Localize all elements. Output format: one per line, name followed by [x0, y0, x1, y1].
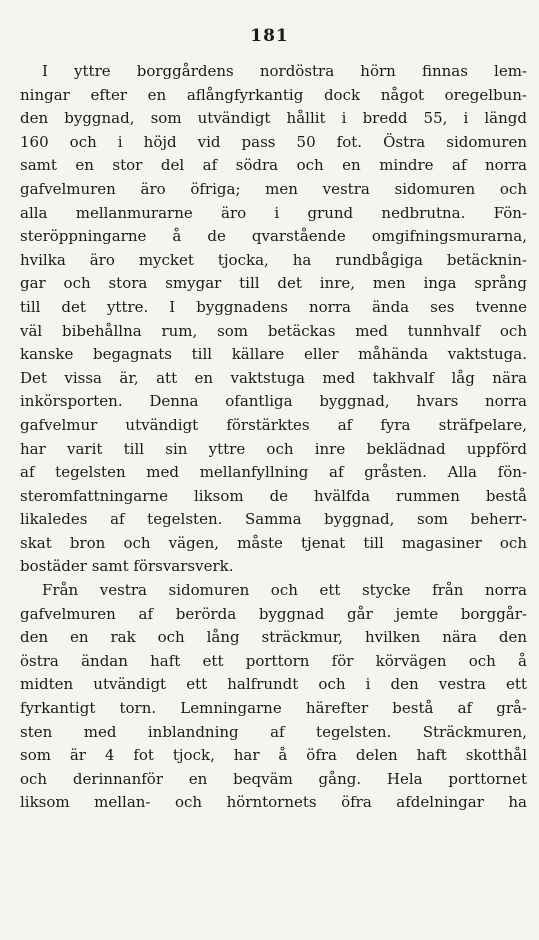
- text-line: hvilka äro mycket tjocka, ha rundbågiga betäcknin-: [20, 250, 527, 269]
- text-line: har varit till sin yttre och inre beklädnad uppförd: [20, 439, 527, 458]
- text-line: sten med inblandning af tegelsten. Sträckmuren,: [20, 722, 527, 741]
- text-line: steröppningarne å de qvarstående omgifningsmurarna,: [20, 227, 527, 246]
- text-line: till det yttre. I byggnadens norra ända ses tvenne: [20, 297, 527, 316]
- text-line: och derinnanför en beqväm gång. Hela porttornet: [20, 769, 527, 788]
- text-line: skat bron och vägen, måste tjenat till magasiner och: [20, 533, 527, 552]
- text-line: I yttre borggårdens nordöstra hörn finnas lem-: [42, 62, 527, 80]
- text-line: den byggnad, som utvändigt hållit i bredd 55, i längd: [20, 109, 527, 128]
- text-line: kanske begagnats till källare eller måhända vaktstuga.: [20, 345, 527, 364]
- text-line: liksom mellan- och hörntornets öfra afdelningar ha: [20, 793, 527, 812]
- text-line: gafvelmuren äro öfriga; men vestra sidomuren och: [20, 179, 527, 198]
- body-text: [20, 60, 527, 815]
- text-line: inkörsporten. Denna ofantliga byggnad, hvars norra: [20, 392, 527, 411]
- text-line: likaledes af tegelsten. Samma byggnad, som beherr-: [20, 510, 527, 529]
- text-line: Det vissa är, att en vaktstuga med takhvalf låg nära: [20, 368, 527, 387]
- text-line: gafvelmuren af berörda byggnad går jemte borggår-: [20, 604, 527, 623]
- text-line: gar och stora smygar till det inre, men inga språng: [20, 274, 527, 293]
- text-line: fyrkantigt torn. Lemningarne härefter bestå af grå-: [20, 699, 527, 718]
- text-line: Från vestra sidomuren och ett stycke från norra: [42, 581, 527, 600]
- text-line: östra ändan haft ett porttorn för körvägen och å: [20, 651, 527, 670]
- text-line: 160 och i höjd vid pass 50 fot. Östra sidomuren: [20, 132, 527, 151]
- text-line: midten utvändigt ett halfrundt och i den vestra ett: [20, 675, 527, 694]
- text-line: den en rak och lång sträckmur, hvilken nära den: [20, 628, 527, 647]
- text-line: som är 4 fot tjock, har å öfra delen haft skotthål: [20, 746, 527, 765]
- text-line: af tegelsten med mellanfyllning af gråsten. Alla fön-: [20, 463, 527, 482]
- text-line: gafvelmur utvändigt förstärktes af fyra sträfpelare,: [20, 415, 527, 434]
- text-line: samt en stor del af södra och en mindre af norra: [20, 156, 527, 175]
- text-line: alla mellanmurarne äro i grund nedbrutna. Fön-: [20, 203, 527, 222]
- text-line: ningar efter en aflångfyrkantig dock något oregelbun-: [20, 85, 527, 104]
- text-line: bostäder samt försvarsverk.: [20, 557, 234, 576]
- text-line: väl bibehållna rum, som betäckas med tunnhvalf och: [20, 321, 527, 340]
- text-line: steromfattningarne liksom de hvälfda rummen bestå: [20, 486, 527, 505]
- page-number: 181: [250, 26, 289, 46]
